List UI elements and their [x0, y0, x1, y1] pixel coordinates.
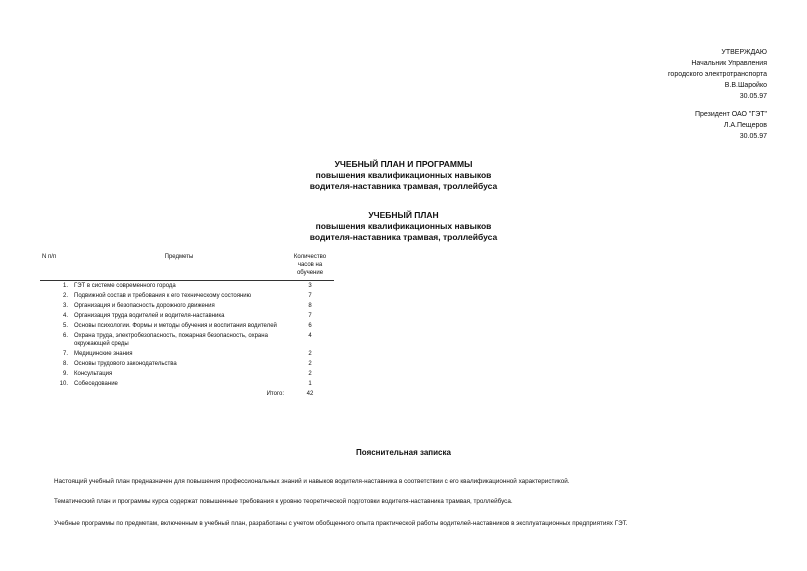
row-hours: 7: [308, 293, 312, 299]
row-number: 3.: [62, 303, 68, 309]
row-subject: Охрана труда, электробезопасность, пожарная безопасность, охрана окружающей среды: [74, 333, 268, 347]
table-row: [40, 301, 334, 311]
approval-line: городского электротранспорта: [668, 71, 767, 78]
note-paragraph: Настоящий учебный план предназначен для повышения профессиональных знаний и навыков водителя-наставника в соответствии с его квалификационной характеристикой.: [54, 478, 570, 485]
table-row: [40, 281, 334, 292]
row-number: 9.: [62, 371, 68, 377]
table-row: [40, 359, 334, 369]
approval-line: Начальник Управления: [691, 60, 767, 67]
plan-title: [0, 210, 807, 243]
title-line: повышения квалификационных навыков: [315, 170, 492, 180]
row-subject: ГЭТ в системе современного города: [74, 283, 176, 289]
table-row: [40, 321, 334, 331]
approval-line: Л.А.Пещеров: [723, 122, 767, 129]
total-value: 42: [306, 391, 314, 397]
row-subject: Основы психологии. Формы и методы обучения и воспитания водителей: [74, 323, 277, 329]
row-subject: Организация и безопасность дорожного движения: [74, 303, 215, 309]
table-row: [40, 369, 334, 379]
row-hours: 2: [308, 371, 312, 377]
row-number: 10.: [59, 381, 68, 387]
row-hours: 8: [308, 303, 312, 309]
total-label: Итого:: [266, 391, 284, 397]
column-header-number: N п/п: [40, 252, 70, 281]
row-hours: 7: [308, 313, 312, 319]
approval-block-president: [695, 109, 767, 142]
approval-block-chief: [668, 47, 767, 102]
row-subject: Основы трудового законодательства: [74, 361, 177, 367]
note-paragraph: Учебные программы по предметам, включенным в учебный план, разработаны с учетом обобщенного опыта практической работы водителей-наставников в эксплуатационных предприятиях ГЭТ.: [54, 520, 628, 527]
approval-line: Президент ОАО "ГЭТ": [694, 111, 767, 118]
title-line: водителя-наставника трамвая, троллейбуса: [309, 181, 498, 191]
row-number: 5.: [62, 323, 68, 329]
approval-line: В.В.Шаройко: [724, 82, 767, 89]
row-number: 2.: [62, 293, 68, 299]
table-header-row: [40, 252, 334, 281]
table-row: [40, 379, 334, 389]
document-title: [0, 159, 807, 192]
table-row: [40, 349, 334, 359]
approval-line: УТВЕРЖДАЮ: [721, 49, 767, 56]
title-line: водителя-наставника трамвая, троллейбуса: [309, 232, 498, 242]
note-heading: Пояснительная записка: [356, 448, 451, 457]
column-header-hours: Количество часов на обучение: [286, 252, 334, 281]
table-row: [40, 331, 334, 349]
row-hours: 1: [308, 381, 312, 387]
table-row: [40, 291, 334, 301]
row-hours: 6: [308, 323, 312, 329]
row-subject: Медицинские знания: [74, 351, 133, 357]
row-subject: Собеседование: [74, 381, 118, 387]
row-number: 1.: [62, 283, 68, 289]
note-paragraph: Тематический план и программы курса содержат повышенные требования к уровню теоретической подготовки водителя-наставника трамвая, троллейбуса.: [54, 498, 513, 505]
title-line: повышения квалификационных навыков: [315, 221, 492, 231]
approval-date: 30.05.97: [739, 133, 767, 140]
row-number: 6.: [62, 333, 68, 339]
row-hours: 2: [308, 351, 312, 357]
row-number: 4.: [62, 313, 68, 319]
title-line: УЧЕБНЫЙ ПЛАН: [368, 210, 439, 220]
row-subject: Подвижной состав и требования к его техническому состоянию: [74, 293, 252, 299]
row-hours: 2: [308, 361, 312, 367]
row-subject: Консультация: [74, 371, 113, 377]
approval-date: 30.05.97: [739, 93, 767, 100]
row-hours: 4: [308, 333, 312, 339]
column-header-subject: Предметы: [70, 252, 286, 281]
row-number: 8.: [62, 361, 68, 367]
curriculum-table: [40, 252, 334, 399]
row-subject: Организация труда водителей и водителя-наставника: [74, 313, 225, 319]
row-number: 7.: [62, 351, 68, 357]
table-total-row: [40, 389, 334, 399]
table-row: [40, 311, 334, 321]
title-line: УЧЕБНЫЙ ПЛАН И ПРОГРАММЫ: [334, 159, 473, 169]
row-hours: 3: [308, 283, 312, 289]
